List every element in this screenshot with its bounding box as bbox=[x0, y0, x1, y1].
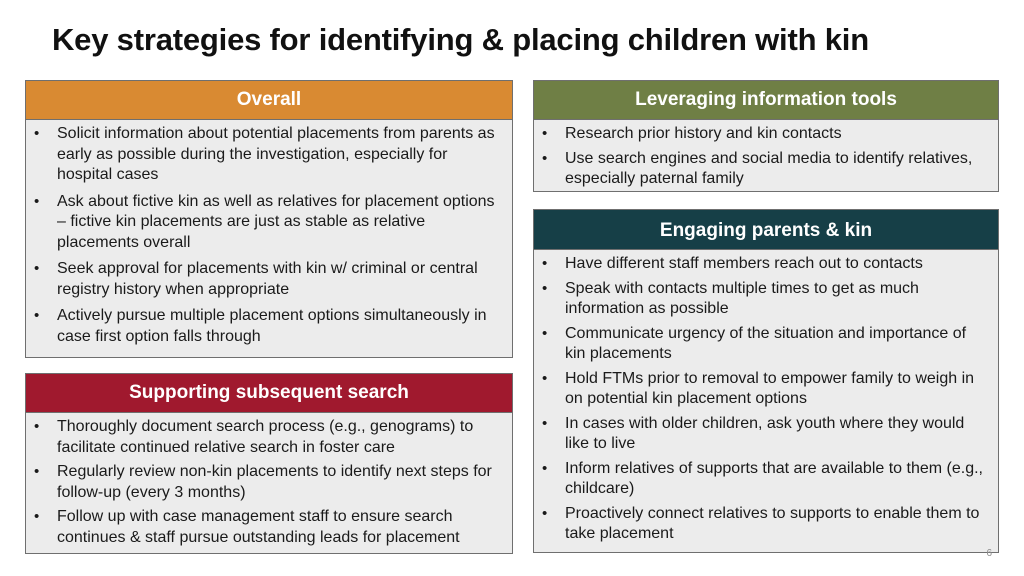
list-item: • Solicit information about potential placements from parents as early as possible during the investigation, especially for hospital cases bbox=[26, 124, 502, 186]
list-item: • Speak with contacts multiple times to get as much information as possible bbox=[534, 279, 988, 320]
information-tools-panel bbox=[533, 80, 999, 192]
supporting-search-list bbox=[26, 413, 512, 548]
engaging-panel bbox=[533, 209, 999, 553]
overall-panel bbox=[25, 80, 513, 358]
list-item: • Follow up with case management staff to ensure search continues & staff pursue outstanding leads for placement bbox=[26, 507, 502, 548]
engaging-list bbox=[534, 250, 998, 545]
list-item: • Proactively connect relatives to supports to enable them to take placement bbox=[534, 504, 988, 545]
information-tools-list bbox=[534, 120, 998, 190]
page-number: 6 bbox=[986, 548, 992, 559]
list-item: • Hold FTMs prior to removal to empower family to weigh in on potential kin placement options bbox=[534, 369, 988, 410]
overall-panel-header: Overall bbox=[26, 81, 512, 120]
list-item: • Regularly review non-kin placements to identify next steps for follow-up (every 3 months) bbox=[26, 462, 502, 503]
page-title: Key strategies for identifying & placing children with kin bbox=[52, 22, 869, 57]
list-item: • Research prior history and kin contacts bbox=[534, 124, 988, 145]
list-item: • Actively pursue multiple placement options simultaneously in case first option falls through bbox=[26, 306, 502, 347]
list-item: • Communicate urgency of the situation and importance of kin placements bbox=[534, 324, 988, 365]
information-tools-panel-header: Leveraging information tools bbox=[534, 81, 998, 120]
supporting-search-panel-header: Supporting subsequent search bbox=[26, 374, 512, 413]
list-item: • Have different staff members reach out to contacts bbox=[534, 254, 988, 275]
engaging-panel-header: Engaging parents & kin bbox=[534, 210, 998, 250]
supporting-search-panel bbox=[25, 373, 513, 554]
list-item: • Use search engines and social media to identify relatives, especially paternal family bbox=[534, 149, 988, 190]
overall-list bbox=[26, 120, 512, 347]
list-item: • Thoroughly document search process (e.g., genograms) to facilitate continued relative search in foster care bbox=[26, 417, 502, 458]
list-item: • Seek approval for placements with kin w/ criminal or central registry history when appropriate bbox=[26, 259, 502, 300]
list-item: • In cases with older children, ask youth where they would like to live bbox=[534, 414, 988, 455]
list-item: • Inform relatives of supports that are available to them (e.g., childcare) bbox=[534, 459, 988, 500]
list-item: • Ask about fictive kin as well as relatives for placement options – fictive kin placements are just as stable as relative placements overall bbox=[26, 192, 502, 254]
